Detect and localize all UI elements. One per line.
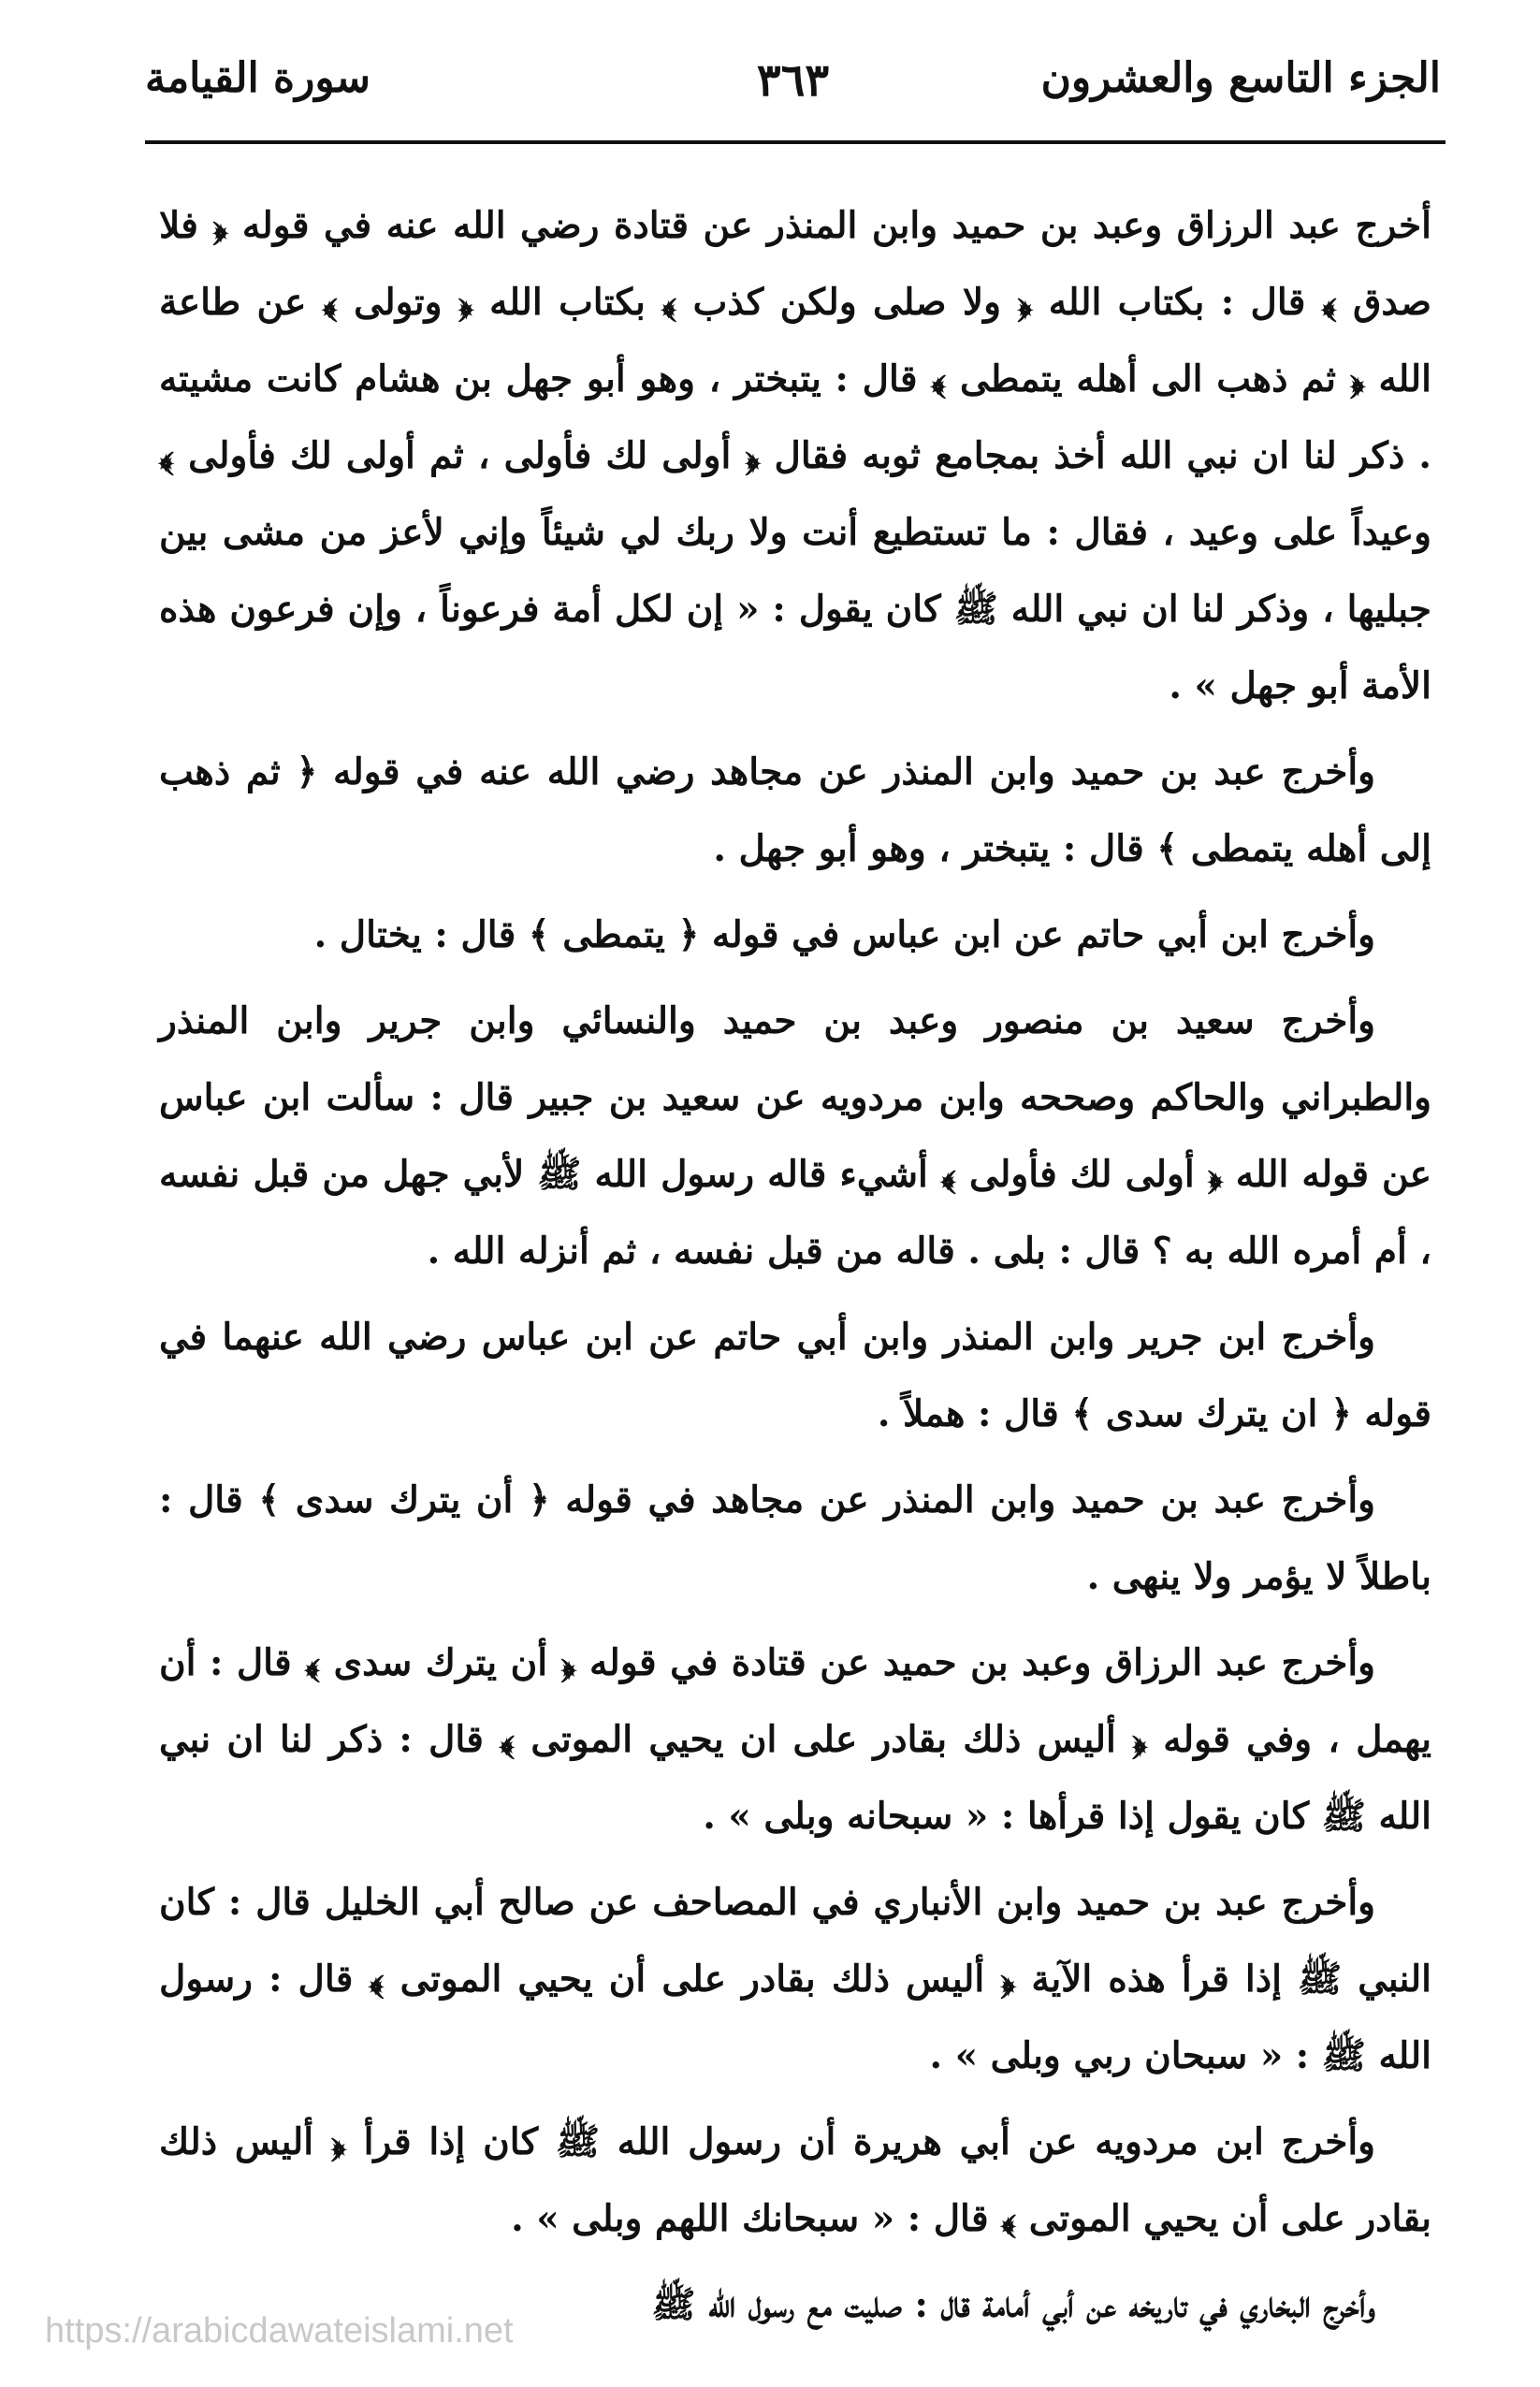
paragraph-9: وأخرج ابن مردويه عن أبي هريرة أن رسول الله ﷺ كان إذا قرأ ﴿ أليس ذلك بقادر على أن يحيي الموتى ﴾ قال : « سبحانك اللهم وبلى » . — [159, 2120, 1431, 2240]
surah-title: سورة القيامة — [145, 54, 370, 102]
part-title: الجزء التاسع والعشرون — [1040, 54, 1441, 102]
paragraph-1: أخرج عبد الرزاق وعبد بن حميد وابن المنذر عن قتادة رضي الله عنه في قوله ﴿ فلا صدق ﴾ قال : بكتاب الله ﴿ ولا صلى ولكن كذب ﴾ بكتاب الله ﴿ وتولى ﴾ عن طاعة الله ﴿ ثم ذهب الى أهله يتمطى ﴾ قال : يتبختر ، وهو أبو جهل بن هشام كانت مشيته . ذكر لنا ان نبي الله أخذ بمجامع ثوبه فقال ﴿ أولى لك فأولى ، ثم أولى لك فأولى ﴾ وعيداً على وعيد ، فقال : ما تستطيع أنت ولا ربك لي شيئاً وإني لأعز من مشى بين جبليها ، وذكر لنا ان نبي الله ﷺ كان يقول : « إن لكل أمة فرعوناً ، وإن فرعون هذه الأمة أبو جهل » . — [159, 204, 1431, 707]
watermark-url: https://arabicdawateislami.net — [45, 2311, 514, 2351]
paragraph-4: وأخرج سعيد بن منصور وعبد بن حميد والنسائي وابن جرير وابن المنذر والطبراني والحاكم وصححه وابن مردويه عن سعيد بن جبير قال : سألت ابن عباس عن قوله الله ﴿ أولى لك فأولى ﴾ أشيء قاله رسول الله ﷺ لأبي جهل من قبل نفسه ، أم أمره الله به ؟ قال : بلى . قاله من قبل نفسه ، ثم أنزله الله . — [159, 999, 1431, 1273]
header-divider — [145, 140, 1446, 144]
paragraph-10: وأخرج البخاري في تاريخه عن أبي أمامة قال : صليت مع رسول الله ﷺ — [651, 2283, 1375, 2326]
paragraph-8: وأخرج عبد بن حميد وابن الأنباري في المصاحف عن صالح أبي الخليل قال : كان النبي ﷺ إذا قرأ هذه الآية ﴿ أليس ذلك بقادر على أن يحيي الموتى ﴾ قال : رسول الله ﷺ : « سبحان ربي وبلى » . — [159, 1881, 1431, 2077]
paragraph-2: وأخرج عبد بن حميد وابن المنذر عن مجاهد رضي الله عنه في قوله ﴿ ثم ذهب إلى أهله يتمطى ﴾ قال : يتبختر ، وهو أبو جهل . — [159, 750, 1431, 870]
paragraph-6: وأخرج عبد بن حميد وابن المنذر عن مجاهد في قوله ﴿ أن يترك سدى ﴾ قال : باطلاً لا يؤمر ولا ينهى . — [159, 1478, 1431, 1598]
paragraph-5: وأخرج ابن جرير وابن المنذر وابن أبي حاتم عن ابن عباس رضي الله عنهما في قوله ﴿ ان يترك سدى ﴾ قال : هملاً . — [159, 1316, 1431, 1435]
paragraph-3: وأخرج ابن أبي حاتم عن ابن عباس في قوله ﴿ يتمطى ﴾ قال : يختال . — [313, 913, 1375, 956]
page-header — [145, 54, 1441, 148]
body-text — [159, 187, 1431, 2352]
paragraph-7: وأخرج عبد الرزاق وعبد بن حميد عن قتادة في قوله ﴿ أن يترك سدى ﴾ قال : أن يهمل ، وفي قوله ﴿ أليس ذلك بقادر على ان يحيي الموتى ﴾ قال : ذكر لنا ان نبي الله ﷺ كان يقول إذا قرأها : « سبحانه وبلى » . — [159, 1641, 1431, 1838]
page-number: ٣٦٣ — [756, 54, 830, 107]
